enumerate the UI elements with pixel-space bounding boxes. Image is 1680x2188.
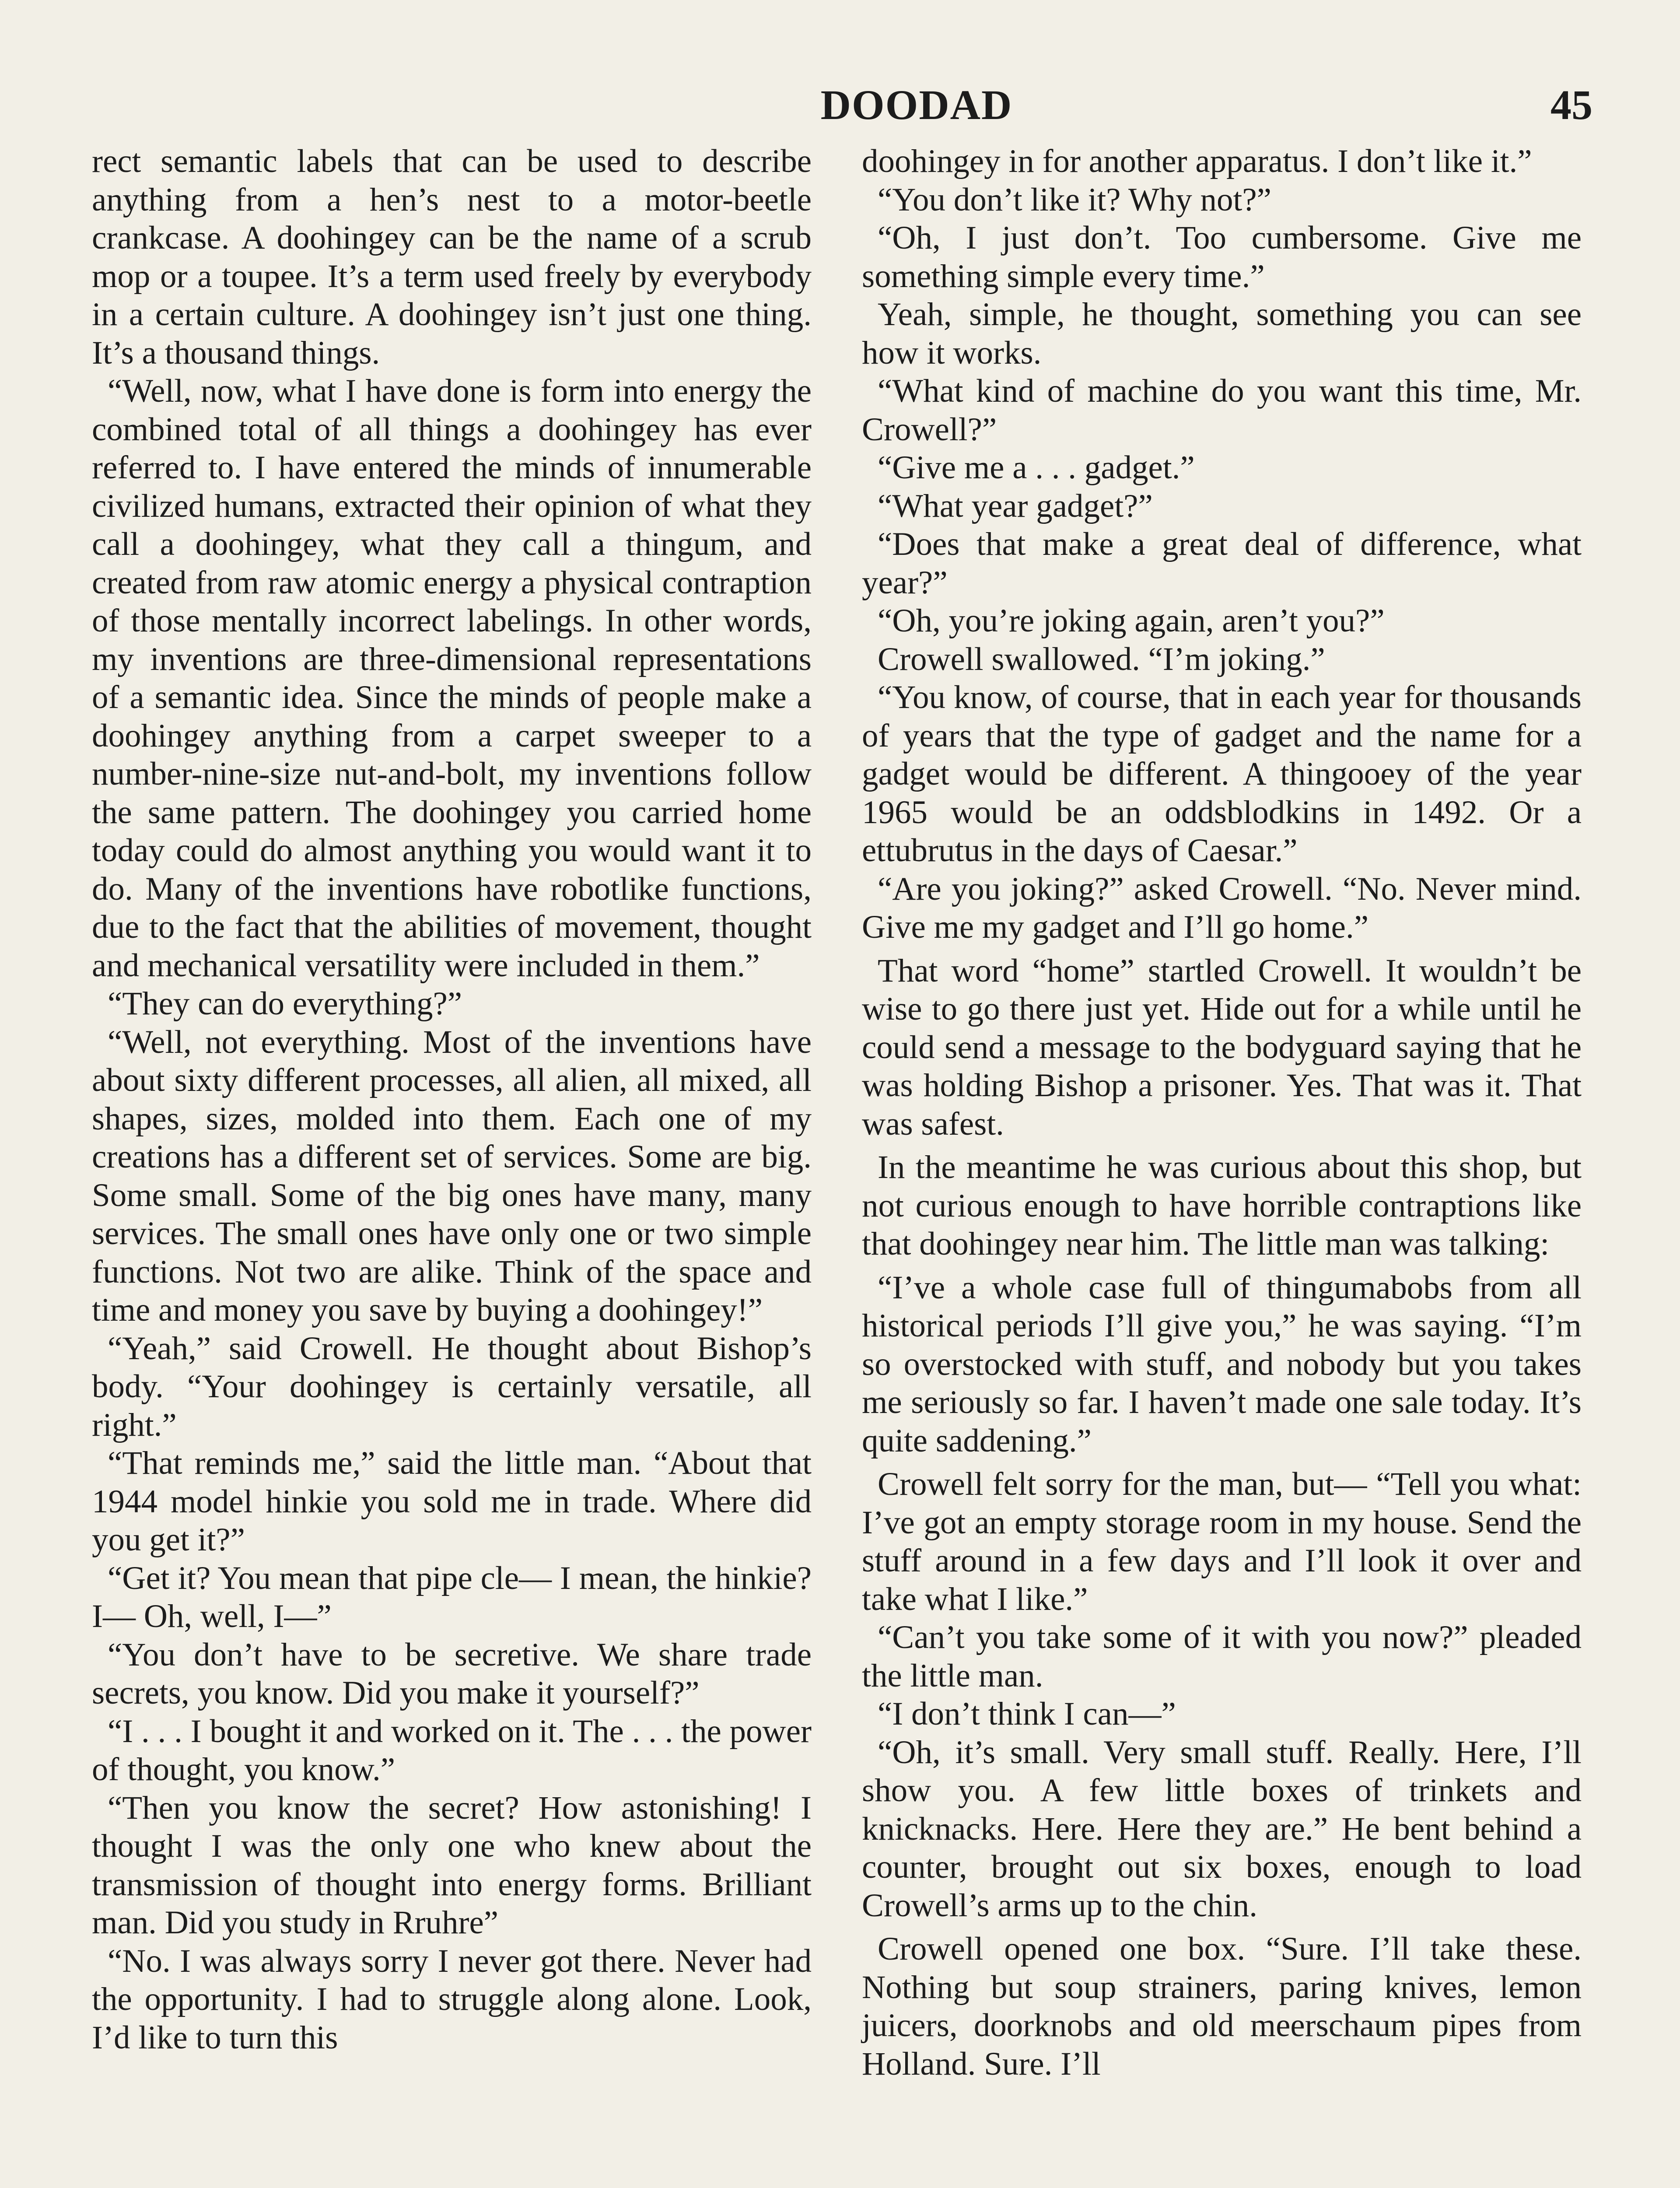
- paragraph: In the meantime he was curious about this shop, but not curious enough to have horrible contraptions like that doohingey near him. The little man was talking:: [862, 1149, 1582, 1262]
- paragraph: “You don’t like it? Why not?”: [878, 181, 1271, 218]
- paragraph: “I’ve a whole case full of thingumabobs from all historical periods I’ll give you,” he was saying. “I’m so overstocked with stuff, and nobody but you takes me seriously so far. I haven’t made one sale today. It’s quite saddening.”: [862, 1269, 1582, 1459]
- paragraph: “That reminds me,” said the little man. “About that 1944 model hinkie you sold me in trade. Where did you get it?”: [92, 1445, 812, 1558]
- paragraph: “What kind of machine do you want this time, Mr. Crowell?”: [862, 373, 1582, 448]
- paragraph: That word “home” startled Crowell. It wouldn’t be wise to go there just yet. Hide out for a while until he could send a message to the bodyguard saying that he was holding Bishop a prisoner. Yes. That was it. That was safest.: [862, 952, 1582, 1142]
- paragraph: “What year gadget?”: [878, 487, 1153, 524]
- paragraph: “Oh, you’re joking again, aren’t you?”: [878, 603, 1385, 639]
- paragraph: Crowell felt sorry for the man, but— “Tell you what: I’ve got an empty storage room in my house. Send the stuff around in a few days and I’ll look it over and take what I like.”: [862, 1466, 1582, 1617]
- paragraph: “Get it? You mean that pipe cle— I mean, the hinkie? I— Oh, well, I—”: [92, 1560, 812, 1634]
- paragraph: “Does that make a great deal of difference, what year?”: [862, 526, 1582, 601]
- paragraph: “You know, of course, that in each year for thousands of years that the type of gadget and the name for a gadget would be different. A thingooey of the year 1965 would be an oddsblodkins in 1492. Or a ettubrutus in the days of Caesar.”: [862, 679, 1582, 869]
- paragraph: Crowell swallowed. “I’m joking.”: [878, 641, 1325, 677]
- paragraph: “I . . . I bought it and worked on it. The . . . the power of thought, you know.”: [92, 1713, 812, 1788]
- page-number: 45: [1550, 81, 1592, 128]
- paragraph: “Well, not everything. Most of the inventions have about sixty different processes, all alien, all mixed, all shapes, sizes, molded into them. Each one of my creations has a different set of services. Some are big. Some small. Some of the big ones have many, many services. The small ones have only one or two simple functions. Not two are alike. Think of the space and time and money you save by buying a doohingey!”: [92, 1024, 812, 1328]
- paragraph: “Yeah,” said Crowell. He thought about Bishop’s body. “Your doohingey is certainly versatile, all right.”: [92, 1330, 812, 1443]
- paragraph: Yeah, simple, he thought, something you can see how it works.: [862, 296, 1582, 371]
- running-title: DOODAD: [820, 81, 1013, 128]
- paragraph: “Are you joking?” asked Crowell. “No. Never mind. Give me my gadget and I’ll go home.”: [862, 870, 1582, 945]
- paragraph: “Well, now, what I have done is form into energy the combined total of all things a doohingey has ever referred to. I have entered the minds of innumerable civilized humans, extracted their opinion of what they call a doohingey, what they call a thingum, and created from raw atomic energy a physical contraption of those mentally incorrect labelings. In other words, my inventions are three-dimensional representations of a semantic idea. Since the minds of people make a doohingey anything from a carpet sweeper to a number-nine-size nut-and-bolt, my inventions follow the same pattern. The doohingey you carried home today could do almost anything you would want it to do. Many of the inventions have robotlike functions, due to the fact that the abilities of movement, thought and mechanical versatility were included in them.”: [92, 373, 812, 984]
- right-text-column: [862, 142, 1582, 2083]
- paragraph: “I don’t think I can—”: [878, 1696, 1176, 1732]
- paragraph: “Then you know the secret? How astonishing! I thought I was the only one who knew about the transmission of thought into energy forms. Brilliant man. Did you study in Rruhre”: [92, 1789, 812, 1941]
- paragraph: “Can’t you take some of it with you now?” pleaded the little man.: [862, 1619, 1582, 1694]
- page-header: [92, 81, 1592, 129]
- paragraph: doohingey in for another apparatus. I don’t like it.”: [862, 143, 1532, 179]
- paragraph: rect semantic labels that can be used to describe anything from a hen’s nest to a motor-beetle crankcase. A doohingey can be the name of a scrub mop or a toupee. It’s a term used freely by everybody in a certain culture. A doohingey isn’t just one thing. It’s a thousand things.: [92, 143, 812, 371]
- paragraph: “They can do everything?”: [108, 985, 462, 1022]
- paragraph: Crowell opened one box. “Sure. I’ll take these. Nothing but soup strainers, paring knives, lemon juicers, doorknobs and old meerschaum pipes from Holland. Sure. I’ll: [862, 1931, 1582, 2082]
- left-text-column: [92, 142, 812, 2057]
- paragraph: “Give me a . . . gadget.”: [878, 449, 1195, 486]
- paragraph: “Oh, I just don’t. Too cumbersome. Give me something simple every time.”: [862, 220, 1582, 295]
- paragraph: “You don’t have to be secretive. We share trade secrets, you know. Did you make it yourself?”: [92, 1636, 812, 1711]
- paragraph: “No. I was always sorry I never got there. Never had the opportunity. I had to struggle along alone. Look, I’d like to turn this: [92, 1943, 812, 2056]
- paragraph: “Oh, it’s small. Very small stuff. Really. Here, I’ll show you. A few little boxes of trinkets and knicknacks. Here. Here they are.” He bent behind a counter, brought out six boxes, enough to load Crowell’s arms up to the chin.: [862, 1734, 1582, 1924]
